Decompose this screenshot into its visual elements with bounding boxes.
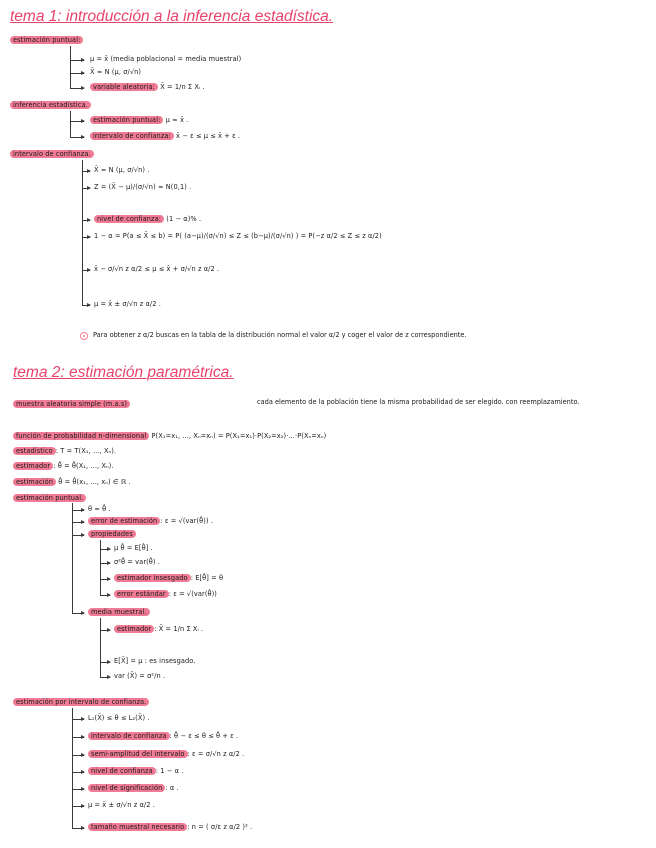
tree-connector — [82, 160, 83, 306]
inferencia-heading: inferencia estadística. — [10, 101, 91, 110]
tree-arrow — [72, 772, 84, 773]
tree-arrow — [82, 171, 90, 172]
tree-arrow — [70, 60, 84, 61]
tree-connector — [100, 618, 101, 678]
tree-arrow — [82, 270, 90, 271]
intervalo-t2-line-2: semi-amplitud del intervalo : ε = σ/√n z α/2 . — [88, 750, 244, 759]
tree-arrow — [82, 220, 90, 221]
inferencia-intervalo: intervalo de confianza: x̄ − ε ≤ μ ≤ x̄ + ε . — [90, 132, 240, 141]
mas-label: muestra aleatoria simple (m.a.s) — [13, 400, 130, 409]
tree-arrow — [100, 662, 110, 663]
intervalo-t2-line-1: intervalo de confianza : θ̂ − ε ≤ θ ≤ θ̂ + ε . — [88, 732, 238, 741]
theta-approx: θ ≈ θ̂ . — [88, 505, 111, 513]
tema1-title: tema 1: introducción a la inferencia estadística. — [10, 8, 334, 25]
intervalo-line-2: Z = (X̄ − μ)/(σ/√n) ≈ N(0,1) . — [94, 183, 192, 191]
tree-connector — [70, 111, 71, 137]
intervalo-t2-line-6: tamaño muestral necesario : n = ( σ/ε z α/2 )² . — [88, 823, 252, 832]
inferencia-puntual: estimación puntual: μ ≈ x̄ . — [90, 116, 188, 125]
estimador-line: estimador : θ̂ = θ̂(X₁, ..., Xₙ). — [13, 462, 114, 471]
tree-arrow — [82, 188, 90, 189]
tree-arrow — [70, 137, 84, 138]
tree-arrow — [82, 237, 90, 238]
error-estimacion-line: error de estimación : ε = √(var(θ̂)) . — [88, 517, 213, 526]
media-insesgado: E[X̄] = μ : es insesgado. — [114, 657, 196, 665]
tree-arrow — [72, 613, 84, 614]
intervalo-line-1: X̄ ≈ N (μ, σ/√n) . — [94, 166, 150, 174]
tree-arrow — [72, 806, 84, 807]
intervalo-t2-line-0: L₁(X̄) ≤ θ ≤ L₂(X̄) . — [88, 714, 150, 722]
media-equation: μ = x̄ (media poblacional = media muestral) — [90, 55, 242, 63]
intervalo-heading: intervalo de confianza. — [10, 150, 94, 159]
tree-arrow — [100, 677, 110, 678]
intervalo-t2-heading: estimación por intervalo de confianza. — [13, 698, 149, 707]
nivel-confianza-line: nivel de confianza: (1 − α)% . — [94, 215, 201, 224]
zalpha-note: Para obtener z α/2 buscas en la tabla de la distribución normal el valor α/2 y coger el valor de z correspondiente. — [93, 331, 467, 339]
intervalo-line-6: μ = x̄ ± σ/√n z α/2 . — [94, 300, 161, 308]
insesgado-line: estimador insesgado : E[θ̂] = θ — [114, 574, 223, 583]
tree-arrow — [72, 719, 84, 720]
tree-arrow — [70, 121, 84, 122]
mas-description: cada elemento de la población tiene la misma probabilidad de ser elegido. con reemplazamiento. — [257, 398, 580, 406]
variable-aleatoria-line: variable aleatoria: X̄ = 1/n Σ Xᵢ . — [90, 83, 205, 92]
estimacion-puntual-heading: estimación puntual: — [10, 36, 83, 45]
intervalo-t2-line-4: nivel de significación : α . — [88, 784, 179, 793]
propiedades-heading: propiedades — [88, 530, 136, 539]
intervalo-t2-line-3: nivel de confianza : 1 − α . — [88, 767, 183, 776]
intervalo-line-5: x̄ − σ/√n z α/2 ≤ μ ≤ x̄ + σ/√n z α/2 . — [94, 265, 220, 273]
media-estimador-line: estimador : X̄ = 1/n Σ Xᵢ . — [114, 625, 203, 634]
tree-arrow — [72, 522, 84, 523]
distribucion-xbar: X̄ ≈ N (μ, σ/√n) — [90, 68, 142, 76]
tree-arrow — [72, 789, 84, 790]
estadistico-line: estadístico : T = T(X₁, ..., Xₙ). — [13, 447, 116, 456]
prop-varianza: σ²θ̂ = var(θ̂) . — [114, 558, 160, 566]
tree-arrow — [82, 305, 90, 306]
tree-arrow — [100, 595, 110, 596]
prop-media: μ θ̂ = E[θ̂] . — [114, 544, 153, 552]
tree-arrow — [100, 549, 110, 550]
estimacion-puntual-t2-heading: estimación puntual. — [13, 494, 86, 503]
tree-arrow — [70, 73, 84, 74]
intervalo-line-4: 1 − α = P(a ≤ X̄ ≤ b) = P( (a−μ)/(σ/√n) ≤ Z ≤ (b−μ)/(σ/√n) ) = P(−z α/2 ≤ Z ≤ z α/2) — [94, 232, 382, 240]
funcion-probabilidad-line: función de probabilidad n-dimensional P(X₁=x₁, ..., Xₙ=xₙ) = P(X₁=x₁)·P(X₂=x₂)·...·P(Xₙ=xₙ) — [13, 432, 326, 441]
tree-arrow — [100, 579, 110, 580]
estimacion-line: estimación θ̂ = θ̂(x₁, ..., xₙ) ∈ ℝ . — [13, 478, 131, 487]
tree-connector — [72, 503, 73, 613]
tema2-title: tema 2: estimación paramétrica. — [13, 364, 234, 381]
tree-arrow — [100, 563, 110, 564]
intervalo-t2-line-5: μ = x̄ ± σ/√n z α/2 . — [88, 801, 155, 809]
tree-arrow — [72, 737, 84, 738]
tree-arrow — [100, 630, 110, 631]
tree-arrow — [72, 828, 84, 829]
tree-arrow — [72, 755, 84, 756]
media-varianza: var (X̄) = σ²/n . — [114, 672, 166, 680]
tree-arrow — [72, 510, 84, 511]
error-estandar-line: error estándar : ε = √(var(θ̂)) — [114, 590, 217, 599]
bullet-icon — [80, 332, 88, 340]
tree-arrow — [72, 535, 84, 536]
tree-arrow — [70, 88, 84, 89]
media-muestral-heading: media muestral. — [88, 608, 150, 617]
tree-connector — [72, 708, 73, 828]
tree-connector — [70, 46, 71, 88]
